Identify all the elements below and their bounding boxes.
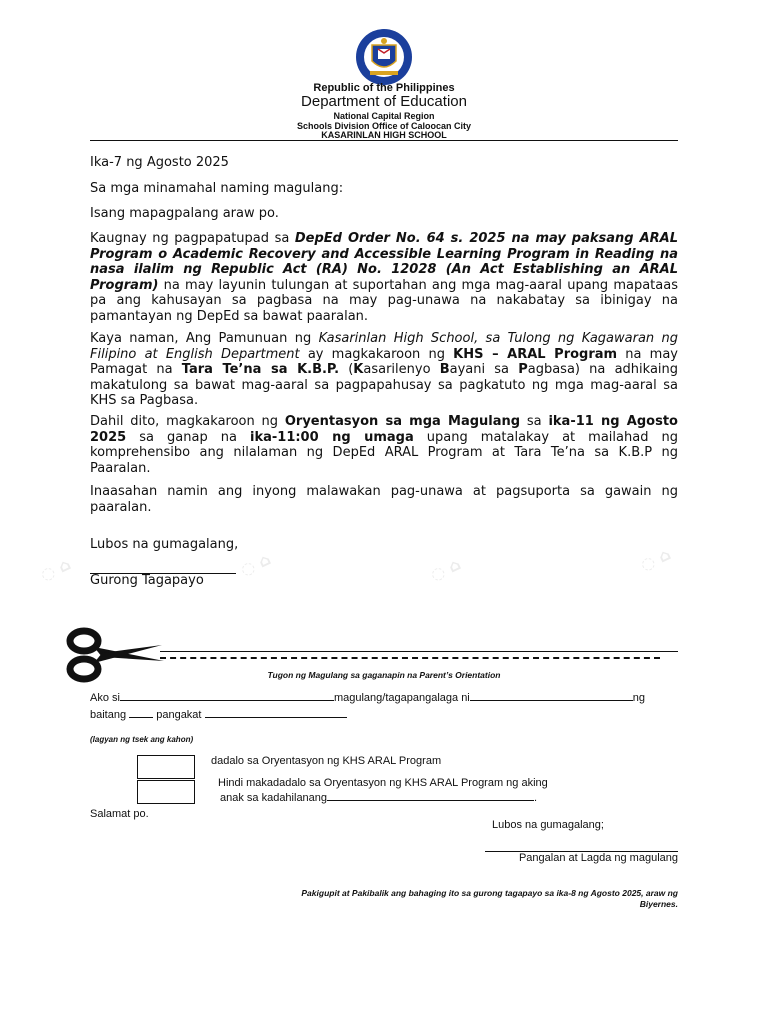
paragraph-4: Inaasahan namin ang inyong malawakan pag-unawa at pagsuporta sa gawain ng paaralan.: [90, 484, 678, 515]
letter-salutation: Sa mga minamahal naming magulang:: [90, 181, 344, 196]
baitang-label: baitang: [90, 709, 127, 721]
option-not-attend-line2: [218, 790, 548, 805]
p3-date: ika-11 ng Agosto 2025: [90, 414, 678, 445]
reply-thanks: Salamat po.: [90, 808, 149, 820]
parent-signature-label: Pangalan at Lagda ng magulang: [518, 852, 678, 864]
letter-greeting: Isang mapagpalang araw po.: [90, 206, 279, 221]
header-region: National Capital Region: [333, 111, 435, 121]
watermark: ◌ ⌂: [637, 544, 674, 575]
p3-text: sa: [520, 414, 549, 429]
header-rule: [90, 140, 678, 141]
p1-deped-order: DepEd Order No. 64 s. 2025 na may paksang ARAL Program o Academic Recovery and Accessible Learning Program in Reading na nasa ilalim ng Republic Act (RA) No. 12028 (An Act Establishing an ARAL Program): [90, 231, 678, 293]
watermark: ◌ ⌂: [237, 549, 274, 580]
deped-seal-icon: [348, 27, 420, 87]
footer-line-2: Biyernes.: [639, 899, 678, 909]
p2-text: ayani sa: [449, 362, 519, 377]
attend-checkbox[interactable]: [137, 755, 195, 779]
ako-si-label: Ako si: [90, 692, 120, 704]
grade-blank[interactable]: [129, 707, 153, 718]
p2-k: K: [353, 362, 364, 377]
reason-end: .: [534, 792, 538, 804]
not-attend-checkbox[interactable]: [137, 780, 195, 804]
paragraph-2: [90, 331, 678, 409]
reply-row-grade: [90, 707, 690, 721]
p2-b: B: [439, 362, 450, 377]
header-school: KASARINLAN HIGH SCHOOL: [321, 130, 447, 140]
paragraph-3: [90, 414, 678, 476]
student-name-blank[interactable]: [470, 690, 633, 701]
pangakat-label: pangakat: [156, 709, 202, 721]
parent-name-blank[interactable]: [120, 690, 334, 701]
p3-time: ika-11:00 ng umaga: [250, 429, 414, 445]
letter-signer: Gurong Tagapayo: [90, 573, 204, 588]
p2-text: (: [339, 362, 354, 377]
p2-text: na may Pamagat na: [90, 346, 678, 377]
p1-text-end: na may layunin tulungan at suportahan ang mga mag-aaral upang mapataas pa ang kahusayan sa pagbasa na may pag-unawa na nakabatay sa ibinigay na pamantayan ng DepEd sa bawat paaralan.: [90, 277, 678, 324]
header-department: Department of Education: [301, 93, 467, 110]
option-not-attend-line1: Hindi makadadalo sa Oryentasyon ng KHS ARAL Program ng aking: [218, 777, 548, 789]
footer-line-1: Pakigupit at Pakibalik ang bahaging ito sa gurong tagapayo sa ika-8 ng Agosto 2025, araw ng: [301, 888, 678, 898]
watermark: ◌ ⌂: [37, 554, 74, 585]
section-blank[interactable]: [205, 707, 347, 718]
cut-line-solid: [160, 651, 678, 652]
reply-row-name: [90, 690, 690, 704]
reason-blank[interactable]: [327, 790, 534, 801]
reply-footer: [120, 888, 678, 910]
reason-label: anak sa kadahilanang: [220, 792, 328, 804]
p3-event: Oryentasyon sa mga Magulang: [284, 414, 521, 429]
p2-program: KHS – ARAL Program: [453, 346, 618, 362]
p2-school: Kasarinlan High School, sa Tulong ng Kagawaran ng Filipino at English Department: [90, 331, 678, 362]
p2-p: P: [518, 362, 528, 377]
magulang-label: magulang/tagapangalaga ni: [333, 692, 470, 704]
p2-text: asarilenyo: [363, 362, 440, 377]
letter-closing: Lubos na gumagalang,: [90, 537, 239, 552]
reply-closing: Lubos na gumagalang;: [492, 819, 604, 831]
header-division: Schools Division Office of Caloocan City: [296, 120, 472, 131]
p1-text: Kaugnay ng pagpapatupad sa: [90, 231, 295, 246]
p2-title: Tara Te’na sa K.B.P.: [181, 362, 340, 377]
option-attend-label: dadalo sa Oryentasyon ng KHS ARAL Program: [211, 755, 442, 767]
option-not-attend: [218, 776, 548, 805]
header-sub: [0, 112, 768, 141]
p3-text-end: upang matalakay at mailahad ng komprehensibo ang nilalaman ng DepEd ARAL Program at Tara Te’na sa K.B.P ng Paaralan.: [90, 429, 678, 476]
p3-text: sa ganap na: [126, 429, 250, 445]
reply-instruction: (lagyan ng tsek ang kahon): [90, 735, 194, 744]
watermark: ◌ ⌂: [427, 554, 464, 585]
header-republic: Republic of the Philippines: [313, 82, 455, 94]
ng-label: ng: [632, 692, 645, 704]
reply-title: Tugon ng Magulang sa gaganapin na Parent’s Orientation: [267, 670, 501, 680]
p2-text: ay magkakaroon ng: [299, 346, 454, 362]
letter-date: Ika-7 ng Agosto 2025: [90, 155, 229, 170]
cut-line-dashed: [160, 657, 660, 659]
p3-text: Dahil dito, magkakaroon ng: [90, 414, 285, 429]
p2-text-end: agbasa) na adhikaing makatulong sa bawat mag-aaral sa pagpapahusay sa pagkatuto ng mga mag-aaral sa KHS sa Pagbasa.: [90, 362, 679, 408]
paragraph-1: [90, 231, 678, 324]
p2-text: Kaya naman, Ang Pamunuan ng: [90, 331, 319, 346]
